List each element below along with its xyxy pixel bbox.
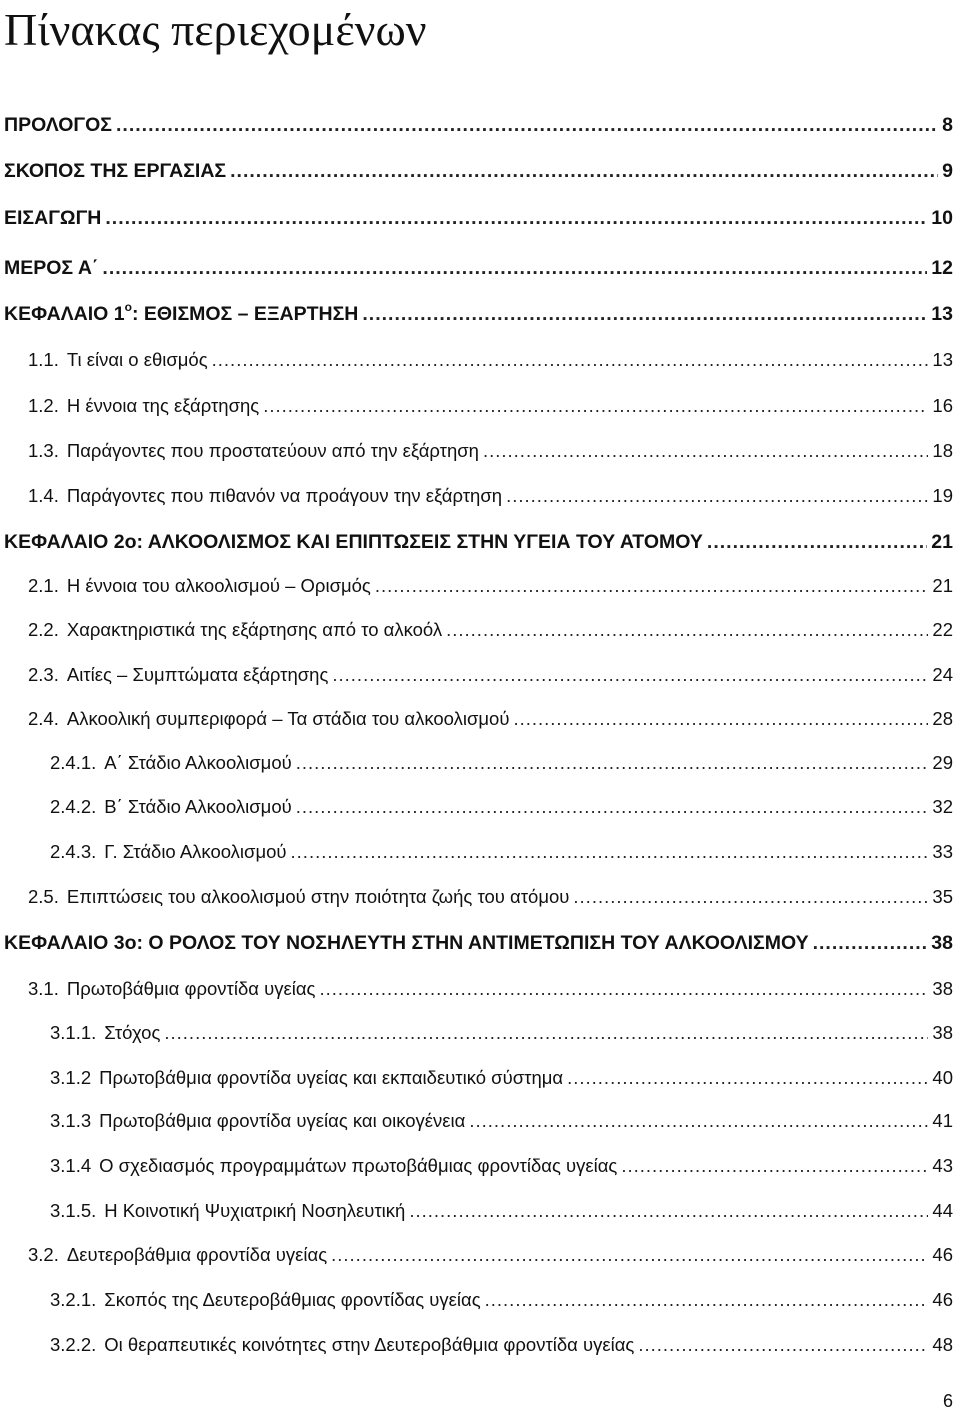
toc-entry-number: 1.1. bbox=[28, 349, 59, 370]
toc-entry-page: 28 bbox=[932, 708, 953, 729]
toc-entry[interactable] bbox=[50, 1107, 953, 1135]
toc-entry-page: 41 bbox=[932, 1110, 953, 1131]
toc-entry[interactable] bbox=[28, 883, 953, 911]
toc-entry[interactable] bbox=[50, 1064, 953, 1092]
toc-entry-number: 3.2. bbox=[28, 1244, 59, 1265]
page-number: 6 bbox=[942, 1391, 953, 1411]
dot-leader bbox=[212, 346, 929, 374]
toc-entry-label: ΠΡΟΛΟΓΟΣ bbox=[4, 114, 112, 136]
toc-entry-page: 22 bbox=[932, 619, 953, 640]
toc-entry[interactable] bbox=[50, 1019, 953, 1047]
toc-entry-page: 43 bbox=[932, 1155, 953, 1176]
toc-entry[interactable] bbox=[4, 204, 953, 232]
toc-entry[interactable] bbox=[28, 437, 953, 465]
toc-entry-page: 40 bbox=[932, 1067, 953, 1088]
toc-entry[interactable] bbox=[50, 838, 953, 866]
toc-entry[interactable] bbox=[50, 1331, 953, 1359]
toc-entry-label: ΚΕΦΑΛΑΙΟ $1^o$: ΕΘΙΣΜΟΣ – ΕΞΑΡΤΗΣΗ bbox=[4, 300, 359, 325]
dot-leader bbox=[105, 204, 927, 232]
toc-entry-number: 3.1.1. bbox=[50, 1022, 97, 1043]
toc-entry-number: 2.4.1. bbox=[50, 752, 97, 773]
toc-entry-page: 46 bbox=[932, 1244, 953, 1265]
toc-entry-page: 32 bbox=[932, 796, 953, 817]
toc-entry[interactable] bbox=[50, 1286, 953, 1314]
toc-entry-label: Τι είναι ο εθισμός bbox=[66, 349, 208, 370]
toc-entry-label: Δευτεροβάθμια φροντίδα υγείας bbox=[66, 1244, 328, 1265]
dot-leader bbox=[375, 572, 929, 600]
toc-entry-page: 24 bbox=[932, 664, 953, 685]
toc-entry-number: 3.1.4 bbox=[50, 1155, 92, 1176]
dot-leader bbox=[263, 392, 928, 420]
dot-leader bbox=[567, 1064, 928, 1092]
toc-entry-label: ΚΕΦΑΛΑΙΟ 2ο: ΑΛΚΟΟΛΙΣΜΟΣ ΚΑΙ ΕΠΙΠΤΩΣΕΙΣ ΣΤΗΝ ΥΓΕΙΑ ΤΟΥ ΑΤΟΜΟΥ bbox=[4, 531, 703, 553]
toc-entry-page: 10 bbox=[931, 207, 953, 229]
toc-entry[interactable] bbox=[28, 661, 953, 689]
dot-leader bbox=[707, 528, 927, 556]
toc-entry-label: Πρωτοβάθμια φροντίδα υγείας bbox=[66, 978, 316, 999]
dot-leader bbox=[506, 482, 928, 510]
toc-entry-label: Αιτίες – Συμπτώματα εξάρτησης bbox=[66, 664, 329, 685]
dot-leader bbox=[296, 749, 929, 777]
toc-entry-page: 29 bbox=[932, 752, 953, 773]
toc-entry-label: Χαρακτηριστικά της εξάρτησης από το αλκοόλ bbox=[66, 619, 443, 640]
dot-leader bbox=[813, 929, 928, 957]
toc-entry-page: 9 bbox=[942, 160, 953, 182]
toc-entry-label: Στόχος bbox=[104, 1022, 161, 1043]
toc-entry[interactable] bbox=[4, 300, 953, 328]
toc-entry-number: 1.2. bbox=[28, 395, 59, 416]
toc-entry-number: 3.1.5. bbox=[50, 1200, 97, 1221]
toc-entry-label: Πρωτοβάθμια φροντίδα υγείας και οικογένεια bbox=[99, 1110, 466, 1131]
toc-entry[interactable] bbox=[28, 482, 953, 510]
toc-entry-number: 3.2.2. bbox=[50, 1334, 97, 1355]
toc-entry-page: 16 bbox=[932, 395, 953, 416]
toc-entry-number: 2.4.2. bbox=[50, 796, 97, 817]
toc-entry-page: 35 bbox=[932, 886, 953, 907]
toc-entry-label: Η έννοια του αλκοολισμού – Ορισμός bbox=[66, 575, 371, 596]
dot-leader bbox=[483, 437, 928, 465]
toc-entry-page: 33 bbox=[932, 841, 953, 862]
toc-entry-number: 1.4. bbox=[28, 485, 59, 506]
toc-entry[interactable] bbox=[28, 392, 953, 420]
dot-leader bbox=[409, 1197, 928, 1225]
toc-entry[interactable] bbox=[50, 793, 953, 821]
toc-entry-label: Αλκοολική συμπεριφορά – Τα στάδια του αλκοολισμού bbox=[66, 708, 510, 729]
toc-entry-page: 13 bbox=[932, 349, 953, 370]
toc-entry-label: Παράγοντες που προστατεύουν από την εξάρτηση bbox=[66, 440, 479, 461]
toc-entry[interactable] bbox=[28, 346, 953, 374]
toc-entry[interactable] bbox=[50, 749, 953, 777]
dot-leader bbox=[319, 975, 928, 1003]
toc-entry-label: Πρωτοβάθμια φροντίδα υγείας και εκπαιδευτικό σύστημα bbox=[99, 1067, 564, 1088]
toc-entry-number: 2.1. bbox=[28, 575, 59, 596]
toc-entry[interactable] bbox=[50, 1152, 953, 1180]
dot-leader bbox=[116, 111, 938, 139]
toc-entry[interactable] bbox=[28, 616, 953, 644]
toc-entry[interactable] bbox=[4, 111, 953, 139]
toc-entry-page: 19 bbox=[932, 485, 953, 506]
toc-entry-number: 2.4.3. bbox=[50, 841, 97, 862]
dot-leader bbox=[296, 793, 929, 821]
dot-leader bbox=[485, 1286, 929, 1314]
dot-leader bbox=[291, 838, 929, 866]
toc-entry-page: 21 bbox=[932, 575, 953, 596]
toc-entry[interactable] bbox=[4, 528, 953, 556]
toc-entry-page: 44 bbox=[932, 1200, 953, 1221]
toc-entry-label: ΚΕΦΑΛΑΙΟ 3ο: Ο ΡΟΛΟΣ ΤΟΥ ΝΟΣΗΛΕΥΤΗ ΣΤΗΝ ΑΝΤΙΜΕΤΩΠΙΣΗ ΤΟΥ ΑΛΚΟΟΛΙΣΜΟΥ bbox=[4, 932, 809, 954]
dot-leader bbox=[513, 705, 928, 733]
toc-entry-number: 2.5. bbox=[28, 886, 59, 907]
dot-leader bbox=[362, 300, 927, 328]
dot-leader bbox=[102, 254, 927, 282]
toc-entry-number: 3.1.2 bbox=[50, 1067, 92, 1088]
toc-entry[interactable] bbox=[50, 1197, 953, 1225]
dot-leader bbox=[331, 1241, 928, 1269]
toc-entry-label: ΜΕΡΟΣ Α΄ bbox=[4, 257, 99, 279]
dot-leader bbox=[230, 157, 938, 185]
toc-entry-label: Β΄ Στάδιο Αλκοολισμού bbox=[104, 796, 292, 817]
dot-leader bbox=[638, 1331, 928, 1359]
page-title: Πίνακας περιεχομένων bbox=[4, 4, 427, 55]
dot-leader bbox=[164, 1019, 928, 1047]
toc-entry-label: ΕΙΣΑΓΩΓΗ bbox=[4, 207, 102, 229]
toc-entry-page: 21 bbox=[931, 531, 953, 553]
toc-entry[interactable] bbox=[4, 254, 953, 282]
toc-entry-label: Γ. Στάδιο Αλκοολισμού bbox=[104, 841, 287, 862]
toc-entry-page: 46 bbox=[932, 1289, 953, 1310]
toc-entry-page: 13 bbox=[931, 303, 953, 325]
dot-leader bbox=[446, 616, 928, 644]
toc-entry-page: 38 bbox=[932, 978, 953, 999]
toc-entry[interactable] bbox=[28, 705, 953, 733]
toc-entry-number: 2.4. bbox=[28, 708, 59, 729]
toc-entry-page: 8 bbox=[942, 114, 953, 136]
toc-entry-number: 3.1. bbox=[28, 978, 59, 999]
toc-entry-number: 1.3. bbox=[28, 440, 59, 461]
toc-entry-page: 18 bbox=[932, 440, 953, 461]
dot-leader bbox=[573, 883, 928, 911]
toc-entry-label: ΣΚΟΠΟΣ ΤΗΣ ΕΡΓΑΣΙΑΣ bbox=[4, 160, 227, 182]
toc-entry[interactable] bbox=[28, 1241, 953, 1269]
toc-entry-number: 3.2.1. bbox=[50, 1289, 97, 1310]
toc-entry-page: 38 bbox=[931, 932, 953, 954]
toc-entry-number: 2.3. bbox=[28, 664, 59, 685]
toc-entry-label: Η Κοινοτική Ψυχιατρική Νοσηλευτική bbox=[104, 1200, 406, 1221]
toc-entry-number: 3.1.3 bbox=[50, 1110, 92, 1131]
toc-entry-label: Οι θεραπευτικές κοινότητες στην Δευτεροβάθμια φροντίδα υγείας bbox=[104, 1334, 635, 1355]
toc-entry-label: Α΄ Στάδιο Αλκοολισμού bbox=[104, 752, 292, 773]
toc-entry-label: Επιπτώσεις του αλκοολισμού στην ποιότητα ζωής του ατόμου bbox=[66, 886, 570, 907]
toc-entry-label: Η έννοια της εξάρτησης bbox=[66, 395, 260, 416]
toc-entry-label: Παράγοντες που πιθανόν να προάγουν την εξάρτηση bbox=[66, 485, 503, 506]
dot-leader bbox=[469, 1107, 928, 1135]
toc-entry[interactable] bbox=[4, 157, 953, 185]
dot-leader bbox=[621, 1152, 928, 1180]
toc-entry-page: 38 bbox=[932, 1022, 953, 1043]
toc-entry[interactable] bbox=[28, 975, 953, 1003]
toc-entry-page: 12 bbox=[931, 257, 953, 279]
toc-entry-page: 48 bbox=[932, 1334, 953, 1355]
toc-entry-label: Ο σχεδιασμός προγραμμάτων πρωτοβάθμιας φροντίδας υγείας bbox=[99, 1155, 618, 1176]
toc-entry-number: 2.2. bbox=[28, 619, 59, 640]
toc-entry[interactable] bbox=[4, 929, 953, 957]
toc-entry-label: Σκοπός της Δευτεροβάθμιας φροντίδας υγείας bbox=[104, 1289, 481, 1310]
toc-entry[interactable] bbox=[28, 572, 953, 600]
dot-leader bbox=[332, 661, 928, 689]
